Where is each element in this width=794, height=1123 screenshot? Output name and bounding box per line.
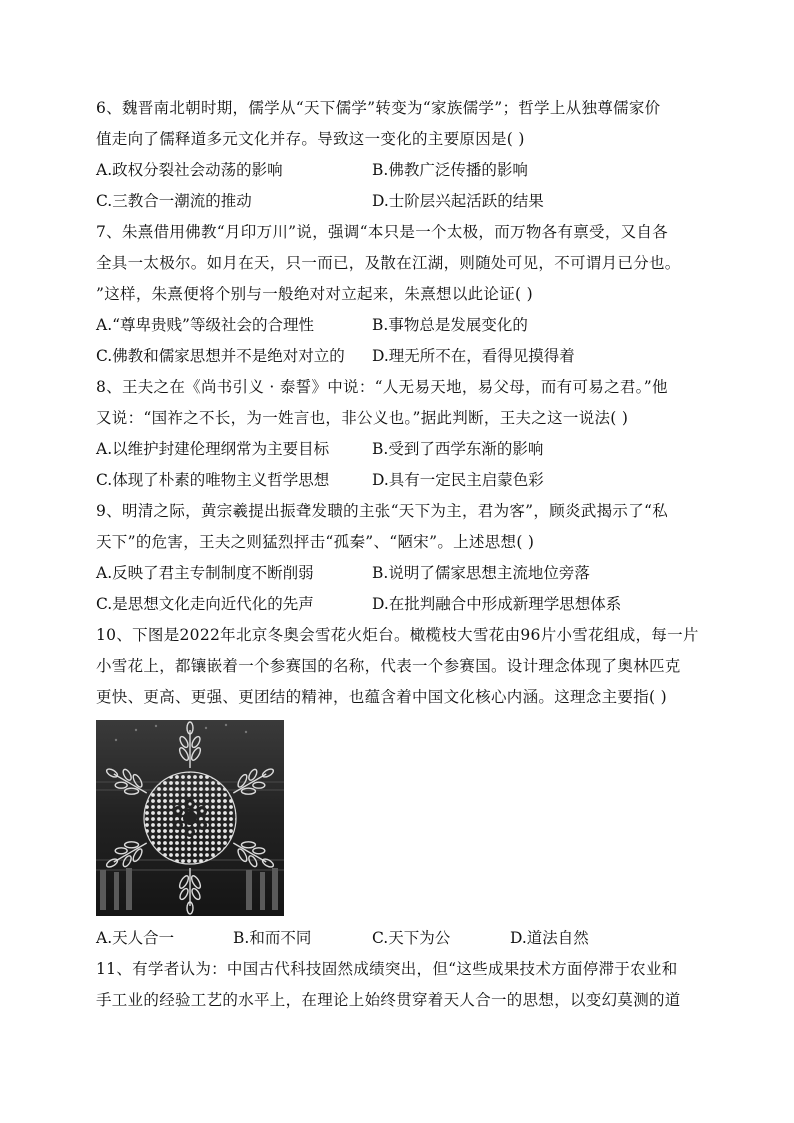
q11-stem-line-1: 11、有学者认为：中国古代科技固然成绩突出，但“这些成果技术方面停滞于农业和 (96, 960, 678, 978)
q8-option-b: B.受到了西学东渐的影响 (372, 440, 544, 458)
q7-option-b: B.事物总是发展变化的 (372, 316, 528, 334)
q6-option-b: B.佛教广泛传播的影响 (372, 161, 528, 179)
q7-stem-line-3: ”这样，朱熹便将个别与一般绝对对立起来，朱熹想以此论证( ) (96, 285, 533, 303)
q6-option-c: C.三教合一潮流的推动 (96, 192, 252, 210)
q10-option-c: C.天下为公 (372, 929, 451, 947)
q11-stem-line-2: 手工业的经验工艺的水平上，在理论上始终贯穿着天人合一的思想，以变幻莫测的道 (96, 991, 681, 1009)
q7-stem-line-1: 7、朱熹借用佛教“月印万川”说，强调“本只是一个太极，而万物各有禀受，又自各 (96, 223, 669, 241)
q6-stem-line-2: 值走向了儒释道多元文化并存。导致这一变化的主要原因是( ) (96, 130, 525, 148)
q9-stem-line-1: 9、明清之际，黄宗羲提出振聋发聩的主张“天下为主，君为客”，顾炎武揭示了“私 (96, 502, 669, 520)
q8-stem-line-2: 又说：“国祚之不长，为一姓言也，非公义也。”据此判断，王夫之这一说法( ) (96, 409, 629, 427)
q10-stem-line-2: 小雪花上，都镶嵌着一个参赛国的名称，代表一个参赛国。设计理念体现了奥林匹克 (96, 657, 681, 675)
q6-option-a: A.政权分裂社会动荡的影响 (96, 161, 283, 179)
q7-option-a: A.“尊卑贵贱”等级社会的合理性 (96, 316, 314, 334)
q8-stem-line-1: 8、王夫之在《尚书引义 · 泰誓》中说：“人无易天地，易父母，而有可易之君。”他 (96, 378, 668, 396)
q10-option-b: B.和而不同 (233, 929, 312, 947)
q8-option-a: A.以维护封建伦理纲常为主要目标 (96, 440, 330, 458)
q7-option-c: C.佛教和儒家思想并不是绝对对立的 (96, 347, 345, 365)
q9-option-a: A.反映了君主专制制度不断削弱 (96, 564, 314, 582)
q9-stem-line-2: 天下”的危害，王夫之则猛烈抨击“孤秦”、“陋宋”。上述思想( ) (96, 533, 535, 551)
q8-option-d: D.具有一定民主启蒙色彩 (372, 471, 544, 489)
q9-option-d: D.在批判融合中形成新理学思想体系 (372, 595, 622, 613)
snowflake-torch-photo (96, 720, 284, 916)
q10-option-d: D.道法自然 (510, 929, 589, 947)
q8-option-c: C.体现了朴素的唯物主义哲学思想 (96, 471, 330, 489)
q7-stem-line-2: 全具一太极尔。如月在天，只一而已，及散在江湖，则随处可见，不可谓月已分也。 (96, 254, 681, 272)
q6-option-d: D.士阶层兴起活跃的结果 (372, 192, 544, 210)
q9-option-c: C.是思想文化走向近代化的先声 (96, 595, 314, 613)
q6-stem-line-1: 6、魏晋南北朝时期，儒学从“天下儒学”转变为“家族儒学”；哲学上从独尊儒家价 (96, 99, 661, 117)
q10-stem-line-1: 10、下图是2022年北京冬奥会雪花火炬台。橄榄枝大雪花由96片小雪花组成，每一片 (96, 626, 699, 644)
q7-option-d: D.理无所不在，看得见摸得着 (372, 347, 575, 365)
q9-option-b: B.说明了儒家思想主流地位旁落 (372, 564, 590, 582)
q10-stem-line-3: 更快、更高、更强、更团结的精神，也蕴含着中国文化核心内涵。这理念主要指( ) (96, 688, 667, 706)
q10-option-a: A.天人合一 (96, 929, 175, 947)
